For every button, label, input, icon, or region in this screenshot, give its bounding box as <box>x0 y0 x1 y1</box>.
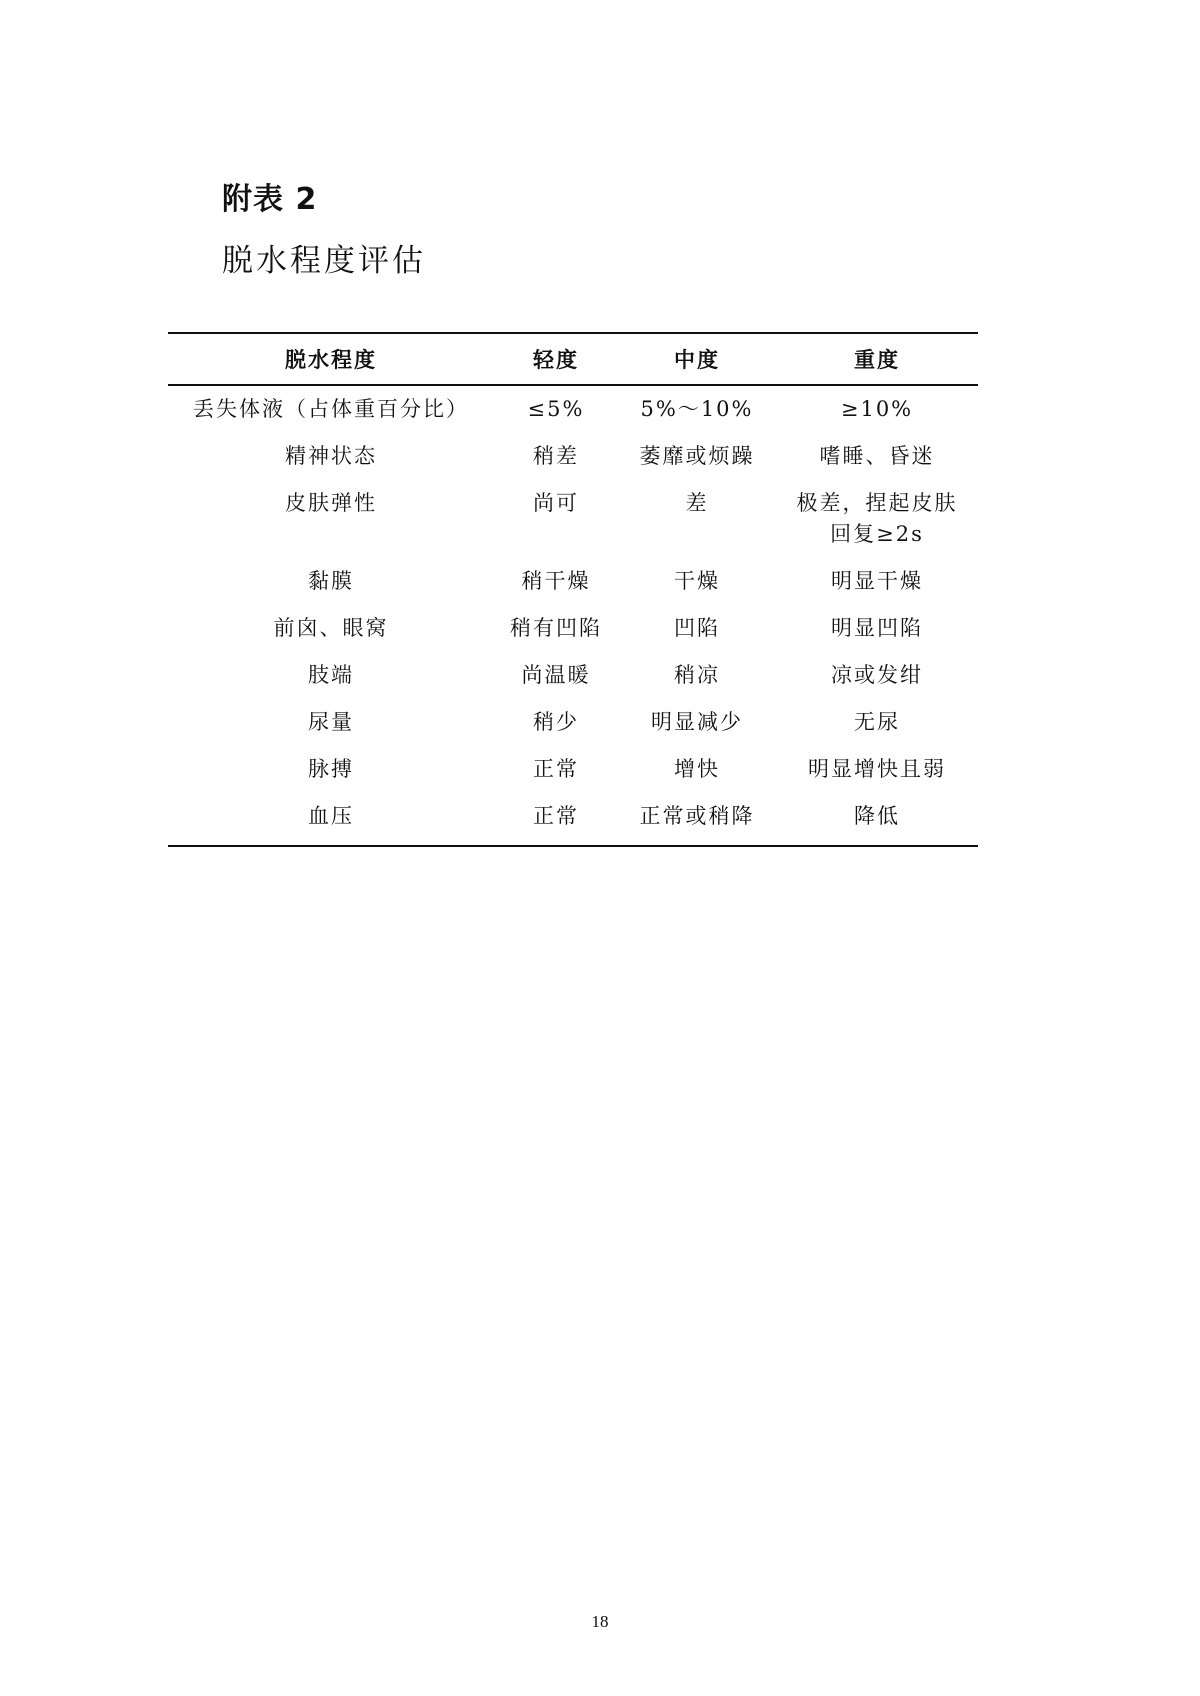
table-cell: 萎靡或烦躁 <box>639 444 755 468</box>
page-number: 18 <box>591 1612 609 1631</box>
table-cell: 明显凹陷 <box>831 616 923 640</box>
table-cell: 凹陷 <box>674 616 720 640</box>
table-cell: 稍有凹陷 <box>510 616 602 640</box>
table-body <box>168 385 978 846</box>
column-header: 轻度 <box>533 348 579 372</box>
table-cell: 稍凉 <box>674 663 720 687</box>
table-cell: 尿量 <box>308 710 354 734</box>
table-cell: 正常或稍降 <box>639 804 755 828</box>
header-row <box>168 333 978 385</box>
table-cell: 尚可 <box>533 491 579 515</box>
table-row <box>168 744 978 791</box>
dehydration-table-container <box>168 332 978 847</box>
table-title: 脱水程度评估 <box>222 243 426 279</box>
table-cell: 脉搏 <box>308 757 354 781</box>
column-header: 重度 <box>854 348 900 372</box>
appendix-table-heading: 附表 2 <box>222 182 318 217</box>
column-header: 脱水程度 <box>285 348 377 372</box>
table-row <box>168 650 978 697</box>
table-cell: 无尿 <box>854 710 900 734</box>
table-cell: 稍干燥 <box>521 569 591 593</box>
table-cell: 增快 <box>674 757 720 781</box>
table-cell: 干燥 <box>674 569 720 593</box>
table-row <box>168 478 978 556</box>
column-header: 中度 <box>674 348 720 372</box>
table-header <box>168 333 978 385</box>
table-cell: 正常 <box>533 757 579 781</box>
table-cell: ≤5% <box>527 397 585 421</box>
table-cell: 凉或发绀 <box>831 663 923 687</box>
table-cell: 精神状态 <box>285 444 377 468</box>
table-cell: 正常 <box>533 804 579 828</box>
dehydration-assessment-table <box>168 332 978 847</box>
table-cell: 尚温暖 <box>521 663 591 687</box>
table-cell: 降低 <box>854 804 900 828</box>
table-cell: 极差，捏起皮肤回复≥2s <box>796 491 958 546</box>
table-cell: 黏膜 <box>308 569 354 593</box>
table-cell: 明显减少 <box>651 710 743 734</box>
table-cell: 皮肤弹性 <box>285 491 377 515</box>
table-cell: 丢失体液（占体重百分比） <box>193 397 469 421</box>
table-row <box>168 385 978 431</box>
table-cell: 差 <box>685 491 709 515</box>
table-cell: 血压 <box>308 804 354 828</box>
table-cell: 5%～10% <box>640 397 754 421</box>
table-cell: ≥10% <box>840 397 914 421</box>
table-row <box>168 697 978 744</box>
table-row <box>168 603 978 650</box>
table-cell: 肢端 <box>308 663 354 687</box>
table-row <box>168 556 978 603</box>
table-row <box>168 431 978 478</box>
table-row <box>168 791 978 846</box>
table-cell: 明显增快且弱 <box>808 757 946 781</box>
table-cell: 嗜睡、昏迷 <box>819 444 935 468</box>
table-cell: 稍少 <box>533 710 579 734</box>
table-cell: 稍差 <box>533 444 579 468</box>
table-cell: 前囟、眼窝 <box>273 616 389 640</box>
table-cell: 明显干燥 <box>831 569 923 593</box>
